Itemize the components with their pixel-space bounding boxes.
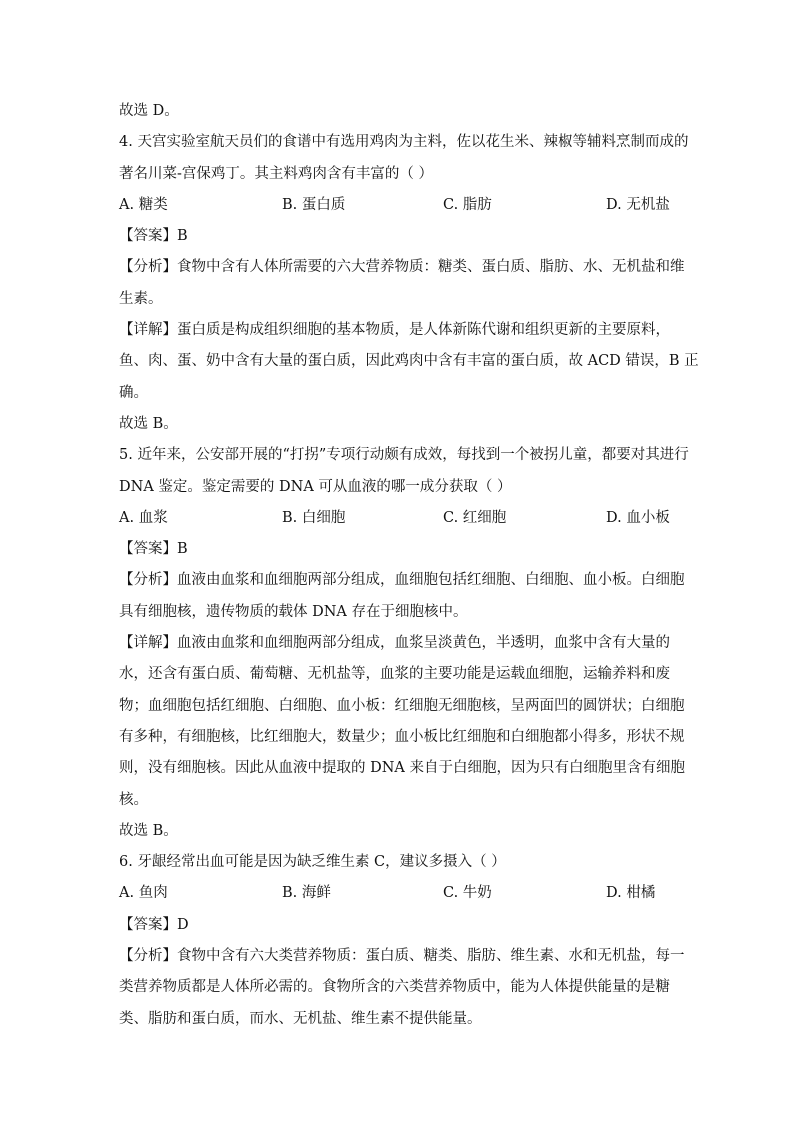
option-d: D. 血小板: [606, 509, 670, 526]
option-b: B. 蛋白质: [282, 196, 346, 213]
text-line: 核。: [119, 791, 148, 808]
analysis-line: 【分析】食物中含有人体所需要的六大营养物质：糖类、蛋白质、脂肪、水、无机盐和维: [119, 259, 685, 276]
conclusion-line: 故选 B。: [119, 415, 178, 432]
options-row: [119, 503, 679, 534]
answer-line: 【答案】B: [119, 228, 188, 245]
question-stem: 4. 天宫实验室航天员们的食谱中有选用鸡肉为主料，佐以花生米、辣椒等辅料烹制而成的: [119, 134, 689, 151]
option-c: C. 牛奶: [443, 885, 492, 902]
explanation-line: 【详解】蛋白质是构成组织细胞的基本物质，是人体新陈代谢和组织更新的主要原料，: [119, 322, 670, 339]
analysis-line: 【分析】血液由血浆和血细胞两部分组成，血细胞包括红细胞、白细胞、血小板。白细胞: [119, 572, 685, 589]
explanation-line: 【详解】血液由血浆和血细胞两部分组成，血浆呈淡黄色，半透明，血浆中含有大量的: [119, 635, 670, 652]
question-stem: 6. 牙龈经常出血可能是因为缺乏维生素 C，建议多摄入（ ）: [119, 854, 506, 871]
text-line: DNA 鉴定。鉴定需要的 DNA 可从血液的哪一成分获取（ ）: [119, 478, 512, 495]
option-a: A. 鱼肉: [119, 885, 168, 902]
conclusion-line: 故选 D。: [119, 103, 179, 119]
text-line: 则，没有细胞核。因此从血液中提取的 DNA 来自于白细胞，因为只有白细胞里含有细胞: [119, 760, 685, 777]
text-line: 有多种，有细胞核，比红细胞大，数量少；血小板比红细胞和白细胞都小得多，形状不规: [119, 728, 685, 745]
options-row: [119, 878, 679, 909]
option-a: A. 血浆: [119, 509, 168, 526]
question-stem: 5. 近年来，公安部开展的“打拐”专项行动颇有成效，每找到一个被拐儿童，都要对其进行: [119, 447, 689, 464]
option-a: A. 糖类: [119, 196, 168, 213]
answer-line: 【答案】D: [119, 916, 189, 933]
option-d: D. 柑橘: [606, 885, 656, 902]
answer-line: 【答案】B: [119, 541, 188, 558]
analysis-line: 【分析】食物中含有六大类营养物质：蛋白质、糖类、脂肪、维生素、水和无机盐，每一: [119, 948, 685, 965]
document-body: [119, 96, 699, 1035]
text-line: 生素。: [119, 290, 163, 307]
option-c: C. 红细胞: [443, 509, 507, 526]
text-line: 著名川菜-宫保鸡丁。其主料鸡肉含有丰富的（ ）: [119, 165, 434, 182]
option-b: B. 海鲜: [282, 885, 331, 902]
text-line: 物；血细胞包括红细胞、白细胞、血小板：红细胞无细胞核，呈两面凹的圆饼状；白细胞: [119, 697, 685, 714]
option-b: B. 白细胞: [282, 509, 346, 526]
text-line: 确。: [119, 384, 148, 401]
options-row: [119, 190, 679, 221]
text-line: 类、脂肪和蛋白质，而水、无机盐、维生素不提供能量。: [119, 1010, 482, 1027]
option-c: C. 脂肪: [443, 196, 492, 213]
text-line: 具有细胞核，遗传物质的载体 DNA 存在于细胞核中。: [119, 603, 468, 620]
option-d: D. 无机盐: [606, 196, 670, 213]
conclusion-line: 故选 B。: [119, 822, 178, 839]
text-line: 水，还含有蛋白质、葡萄糖、无机盐等，血浆的主要功能是运载血细胞，运输养料和废: [119, 666, 670, 683]
text-line: 鱼、肉、蛋、奶中含有大量的蛋白质，因此鸡肉中含有丰富的蛋白质，故 ACD 错误，B 正: [119, 353, 699, 370]
text-line: 类营养物质都是人体所必需的。食物所含的六类营养物质中，能为人体提供能量的是糖: [119, 979, 670, 996]
